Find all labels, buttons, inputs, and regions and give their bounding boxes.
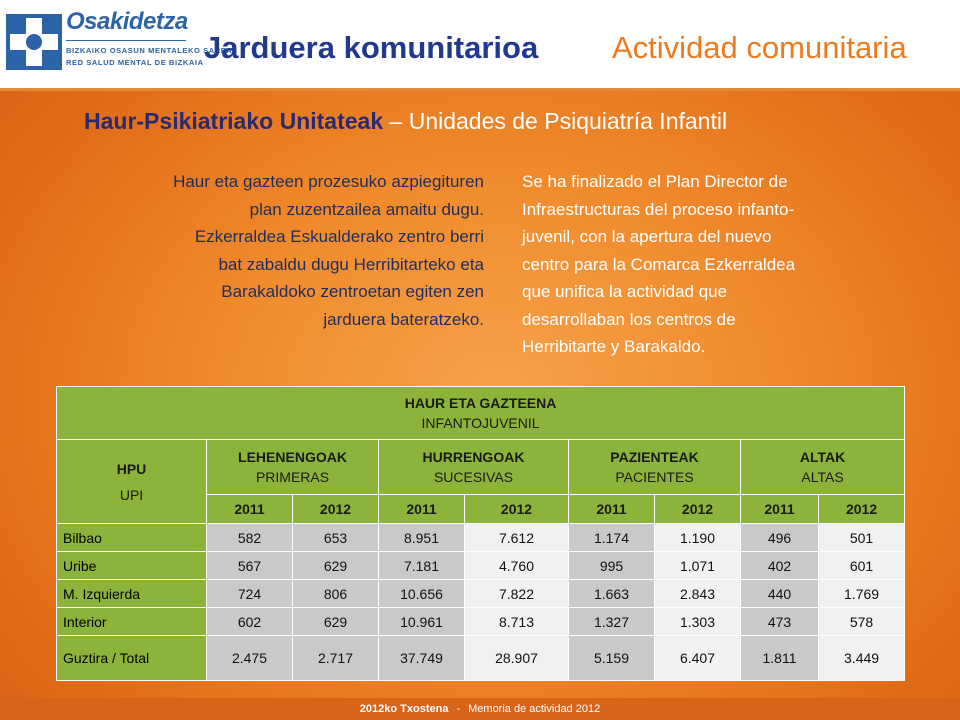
row-label: M. Izquierda	[57, 580, 207, 608]
table-cell: 602	[207, 608, 293, 636]
paragraph-eu-line: plan zuzentzailea amaitu dugu.	[249, 199, 484, 219]
column-group-header-es: PRIMERAS	[255, 469, 330, 485]
column-header-unit-es: UPI	[119, 486, 144, 503]
table-cell: 1.174	[569, 524, 655, 552]
osakidetza-logo-icon	[6, 14, 62, 70]
column-group-header	[379, 440, 569, 495]
column-group-header	[741, 440, 905, 495]
paragraph-eu-line: bat zabaldu dugu Herribitarteko eta	[218, 254, 484, 274]
table-cell: 1.190	[655, 524, 741, 552]
logo-subtitle-eu: BIZKAIKO OSASUN MENTALEKO SAREA	[66, 46, 233, 55]
table-title-eu: HAUR ETA GAZTEENA	[404, 395, 557, 411]
table-cell: 629	[293, 552, 379, 580]
paragraph-es-line: Infraestructuras del proceso infanto-	[522, 199, 795, 219]
column-group-header-eu: ALTAK	[799, 449, 846, 465]
paragraph-es-line: Se ha finalizado el Plan Director de	[522, 172, 788, 191]
table-cell: 1.769	[819, 580, 905, 608]
column-group-header-es: SUCESIVAS	[433, 469, 514, 485]
table-cell: 995	[569, 552, 655, 580]
paragraph-es-line: desarrollaban los centros de	[522, 309, 736, 329]
table-cell: 7.822	[465, 580, 569, 608]
table-cell: 3.449	[819, 636, 905, 681]
table-cell: 629	[293, 608, 379, 636]
year-header: 2012	[465, 495, 569, 524]
paragraph-es-line: juvenil, con la apertura del nuevo	[522, 227, 772, 246]
table-cell: 1.327	[569, 608, 655, 636]
footer-separator: -	[456, 703, 461, 715]
paragraph-eu-line: Haur eta gazteen prozesuko azpiegituren	[173, 172, 484, 191]
table-cell: 601	[819, 552, 905, 580]
table-cell: 8.951	[379, 524, 465, 552]
year-header: 2011	[379, 495, 465, 524]
table-cell: 7.612	[465, 524, 569, 552]
section-heading	[84, 108, 727, 135]
table-cell: 2.843	[655, 580, 741, 608]
table-cell: 2.475	[207, 636, 293, 681]
paragraph-es	[522, 168, 922, 361]
section-heading-separator: –	[383, 108, 409, 134]
column-header-unit-eu: HPU	[116, 460, 147, 477]
row-label: Interior	[57, 608, 207, 636]
year-header: 2011	[569, 495, 655, 524]
paragraph-es-line: que unifica la actividad que	[522, 282, 728, 301]
table-cell: 1.811	[741, 636, 819, 681]
row-label: Bilbao	[57, 524, 207, 552]
year-header: 2012	[655, 495, 741, 524]
logo-subtitle-es: RED SALUD MENTAL DE BIZKAIA	[66, 58, 204, 67]
paragraph-eu-line: Barakaldoko zentroetan egiten zen	[221, 282, 484, 301]
page-title-es: Actividad comunitaria	[612, 30, 907, 65]
table-cell: 402	[741, 552, 819, 580]
table-cell: 567	[207, 552, 293, 580]
row-label: Uribe	[57, 552, 207, 580]
table-cell: 37.749	[379, 636, 465, 681]
column-group-header-eu: PAZIENTEAK	[610, 449, 699, 465]
table-cell: 10.961	[379, 608, 465, 636]
paragraph-es-line: centro para la Comarca Ezkerraldea	[522, 254, 796, 274]
table-cell: 1.071	[655, 552, 741, 580]
paragraph-eu	[40, 168, 484, 333]
table-cell: 440	[741, 580, 819, 608]
slide-footer	[0, 698, 960, 720]
activity-table-container	[56, 386, 904, 681]
table-cell: 496	[741, 524, 819, 552]
table-cell: 1.663	[569, 580, 655, 608]
table-row	[57, 580, 905, 608]
table-cell: 7.181	[379, 552, 465, 580]
year-header: 2011	[741, 495, 819, 524]
column-group-header-eu: LEHENENGOAK	[238, 449, 347, 465]
table-cell: 10.656	[379, 580, 465, 608]
table-cell: 501	[819, 524, 905, 552]
footer-eu: 2012ko Txostena	[359, 703, 449, 715]
table-cell: 473	[741, 608, 819, 636]
year-header: 2011	[207, 495, 293, 524]
table-cell: 6.407	[655, 636, 741, 681]
table-cell: 1.303	[655, 608, 741, 636]
table-cell: 2.717	[293, 636, 379, 681]
column-group-header-eu: HURRENGOAK	[422, 449, 525, 465]
table-cell: 8.713	[465, 608, 569, 636]
table-row	[57, 608, 905, 636]
table-cell: 653	[293, 524, 379, 552]
table-cell: 5.159	[569, 636, 655, 681]
column-group-header-es: PACIENTES	[615, 469, 694, 485]
page-title-eu: Jarduera komunitarioa	[204, 30, 539, 65]
slide-header	[0, 0, 960, 91]
table-cell: 28.907	[465, 636, 569, 681]
logo-divider	[66, 40, 186, 41]
table-row	[57, 636, 905, 681]
column-group-header	[207, 440, 379, 495]
table-cell: 806	[293, 580, 379, 608]
activity-table	[56, 386, 905, 681]
table-row	[57, 552, 905, 580]
section-heading-eu: Haur-Psikiatriako Unitateak	[84, 108, 384, 134]
paragraph-eu-line: Ezkerraldea Eskualderako zentro berri	[194, 227, 484, 246]
table-cell: 724	[207, 580, 293, 608]
table-title-es: INFANTOJUVENIL	[421, 415, 540, 431]
table-cell: 4.760	[465, 552, 569, 580]
table-cell: 578	[819, 608, 905, 636]
table-row	[57, 524, 905, 552]
year-header: 2012	[819, 495, 905, 524]
column-group-header	[569, 440, 741, 495]
paragraph-es-line: Herribitarte y Barakaldo.	[522, 337, 706, 356]
paragraph-eu-line: jarduera bateratzeko.	[323, 309, 484, 329]
table-title	[57, 387, 905, 440]
footer-es: Memoria de actividad 2012	[468, 703, 601, 715]
year-header: 2012	[293, 495, 379, 524]
column-header-unit	[57, 440, 207, 524]
table-cell: 582	[207, 524, 293, 552]
logo-name: Osakidetza	[66, 8, 188, 35]
section-heading-es: Unidades de Psiquiatría Infantil	[408, 108, 728, 134]
column-group-header-es: ALTAS	[801, 469, 844, 485]
row-label: Guztira / Total	[57, 636, 207, 681]
